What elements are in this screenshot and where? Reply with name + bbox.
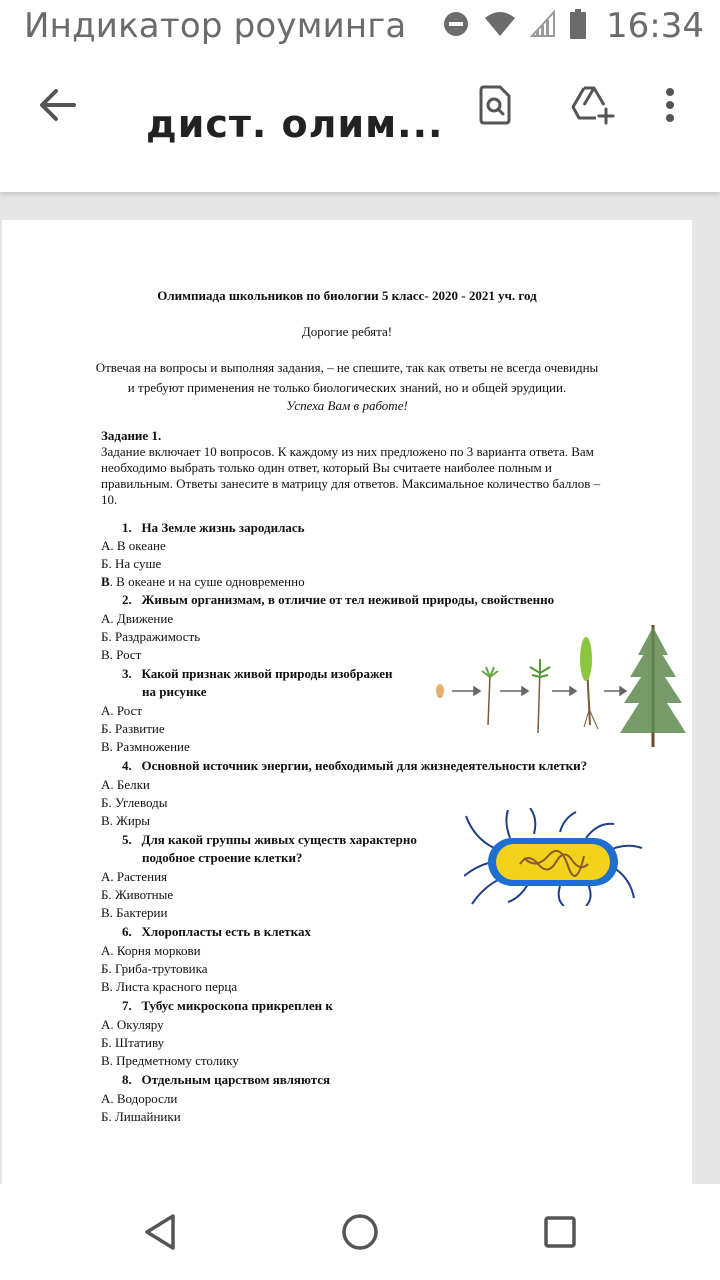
answer-option: В. Жиры	[101, 813, 151, 828]
answer-option: В. Размножение	[101, 739, 190, 754]
question-6	[122, 924, 311, 940]
task-text: Задание включает 10 вопросов. К каждому из них предложено по 3 варианта ответа. Вам	[101, 444, 594, 459]
answer-option: А. Водоросли	[101, 1091, 178, 1106]
answer-option: А. Корня моркови	[101, 943, 201, 958]
nav-back-button[interactable]	[134, 1208, 186, 1260]
question-8	[122, 1072, 330, 1088]
question-text: На Земле жизнь зародилась	[141, 520, 305, 535]
answer-option: В. Бактерии	[101, 905, 168, 920]
greeting: Дорогие ребята!	[301, 324, 393, 339]
question-text: Отдельным царством являются	[141, 1072, 331, 1087]
answer-letter: В	[101, 574, 110, 589]
plant-growth-image	[428, 615, 690, 751]
answer-option: Б. Раздражимость	[101, 629, 201, 644]
answer-option: В. Листа красного перца	[101, 979, 238, 994]
answer-option: А. Рост	[101, 703, 143, 718]
answer-option: В. Предметному столику	[101, 1053, 239, 1068]
bacterium-image	[464, 808, 646, 906]
back-triangle-icon	[143, 1213, 177, 1255]
question-number: 8.	[122, 1072, 132, 1087]
status-title: Индикатор роуминга	[24, 6, 407, 46]
question-number: 5.	[122, 832, 132, 847]
question-2	[122, 592, 554, 608]
more-options-button[interactable]	[650, 80, 690, 134]
answer-option: А. Окуляру	[101, 1017, 164, 1032]
answer-option: Б. Развитие	[101, 721, 165, 736]
question-number: 7.	[122, 998, 132, 1013]
answer-text: . В океане и на суше одновременно	[109, 574, 305, 589]
status-time: 16:34	[606, 6, 704, 46]
question-number: 4.	[122, 758, 132, 773]
question-5	[122, 832, 417, 848]
document-header: Олимпиада школьников по биологии 5 класс- 2020 - 2021 уч. год	[157, 288, 537, 303]
answer-option: А. Белки	[101, 777, 150, 792]
app-bar	[0, 54, 720, 192]
question-number: 1.	[122, 520, 132, 535]
question-3	[122, 666, 393, 682]
answer-option: А. В океане	[101, 538, 166, 553]
question-text-cont: на рисунке	[142, 684, 207, 699]
answer-option: Б. Гриба-трутовика	[101, 961, 208, 976]
battery-icon	[570, 9, 586, 43]
intro-line: Успеха Вам в работе!	[286, 398, 408, 413]
add-to-drive-button[interactable]	[566, 80, 620, 134]
question-4	[122, 758, 587, 774]
more-vert-icon	[665, 87, 675, 127]
answer-option: Б. Штативу	[101, 1035, 165, 1050]
question-text: Хлоропласты есть в клетках	[141, 924, 311, 939]
answer-option	[101, 574, 305, 590]
question-text-cont: подобное строение клетки?	[142, 850, 303, 865]
task-text: необходимо выбрать только один ответ, который Вы считаете наиболее полным и	[101, 460, 552, 475]
document-page	[2, 220, 692, 1184]
status-icons	[442, 6, 704, 46]
question-text: Какой признак живой природы изображен	[141, 666, 393, 681]
intro-line: и требуют применения не только биологических знаний, но и общей эрудиции.	[127, 380, 567, 395]
answer-option: А. Движение	[101, 611, 174, 626]
signal-icon	[530, 10, 556, 42]
question-number: 3.	[122, 666, 132, 681]
answer-option: Б. Лишайники	[101, 1109, 181, 1124]
answer-option: Б. Углеводы	[101, 795, 168, 810]
arrow-back-icon	[38, 88, 76, 126]
question-text: Основной источник энергии, необходимый для жизнедеятельности клетки?	[141, 758, 588, 773]
document-viewer[interactable]	[0, 192, 720, 1184]
answer-option: Б. Животные	[101, 887, 174, 902]
recents-square-icon	[543, 1215, 577, 1253]
task-text: 10.	[101, 492, 118, 507]
question-text: Для какой группы живых существ характерно	[141, 832, 417, 847]
answer-option: Б. На суше	[101, 556, 162, 571]
do-not-disturb-icon	[442, 10, 470, 42]
document-title: дист. олим...	[146, 102, 444, 146]
question-text: Тубус микроскопа прикреплен к	[141, 998, 333, 1013]
question-1	[122, 520, 305, 536]
add-to-drive-icon	[570, 85, 616, 129]
navigation-bar	[0, 1184, 720, 1280]
question-7	[122, 998, 333, 1014]
home-circle-icon	[341, 1213, 379, 1255]
intro-line: Отвечая на вопросы и выполняя задания, – не спешите, так как ответы не всегда очевидны	[95, 360, 599, 375]
wifi-icon	[484, 10, 516, 42]
answer-option: А. Растения	[101, 869, 168, 884]
question-number: 2.	[122, 592, 132, 607]
back-button[interactable]	[30, 82, 84, 132]
find-in-page-button[interactable]	[468, 80, 522, 134]
question-text: Живым организмам, в отличие от тел неживой природы, свойственно	[141, 592, 555, 607]
status-bar	[0, 0, 720, 54]
nav-home-button[interactable]	[334, 1208, 386, 1260]
answer-option: В. Рост	[101, 647, 142, 662]
nav-recents-button[interactable]	[534, 1208, 586, 1260]
find-in-page-icon	[478, 85, 512, 129]
task-text: правильным. Ответы занесите в матрицу для ответов. Максимальное количество баллов –	[101, 476, 601, 491]
question-number: 6.	[122, 924, 132, 939]
task-title: Задание 1.	[101, 428, 162, 443]
